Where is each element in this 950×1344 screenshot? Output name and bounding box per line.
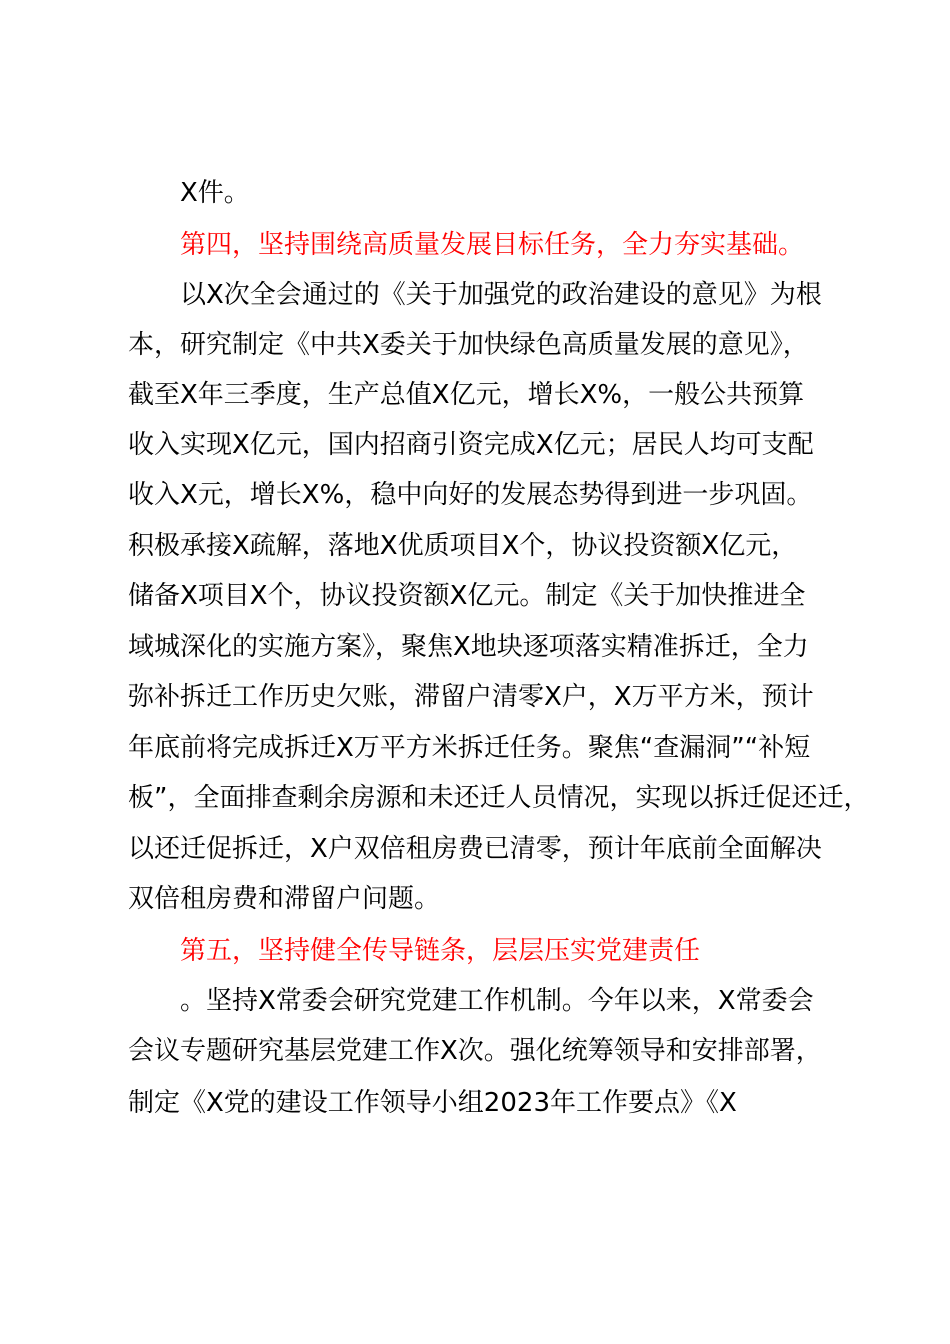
- body-line: 年底前将完成拆迁X万平方米拆迁任务。聚焦“查漏洞”“补短: [128, 733, 811, 763]
- body-line: 。坚持X常委会研究党建工作机制。今年以来，X常委会: [180, 986, 814, 1016]
- body-line: 以X次全会通过的《关于加强党的政治建设的意见》为根: [180, 280, 822, 310]
- body-line: 积极承接X疏解，落地X优质项目X个，协议投资额X亿元，: [128, 531, 798, 561]
- paragraph-end-line: X件。: [180, 178, 250, 208]
- section-heading-fourth: 第四，坚持围绕高质量发展目标任务，全力夯实基础。: [180, 230, 805, 260]
- body-line: 板”，全面排查剩余房源和未还迁人员情况，实现以拆迁促还迁，: [128, 783, 870, 813]
- body-line: 弥补拆迁工作历史欠账，滞留户清零X户，X万平方米，预计: [128, 682, 814, 712]
- body-line: 制定《X党的建设工作领导小组2023年工作要点》《X: [128, 1088, 737, 1118]
- body-line: 本，研究制定《中共X委关于加快绿色高质量发展的意见》，: [128, 330, 809, 360]
- body-line: 域城深化的实施方案》，聚焦X地块逐项落实精准拆迁，全力: [128, 632, 809, 662]
- body-line: 以还迁促拆迁，X户双倍租房费已清零，预计年底前全面解决: [128, 834, 822, 864]
- section-heading-fifth: 第五，坚持健全传导链条，层层压实党建责任: [180, 936, 701, 966]
- body-line: 双倍租房费和滞留户问题。: [128, 884, 441, 914]
- body-line: 收入X元，增长X%，稳中向好的发展态势得到进一步巩固。: [128, 480, 813, 510]
- body-line: 储备X项目X个，协议投资额X亿元。制定《关于加快推进全: [128, 581, 806, 611]
- body-line: 收入实现X亿元，国内招商引资完成X亿元；居民人均可支配: [128, 430, 814, 460]
- body-line: 会议专题研究基层党建工作X次。强化统筹领导和安排部署，: [128, 1036, 822, 1066]
- body-line: 截至X年三季度，生产总值X亿元，增长X%，一般公共预算: [128, 380, 805, 410]
